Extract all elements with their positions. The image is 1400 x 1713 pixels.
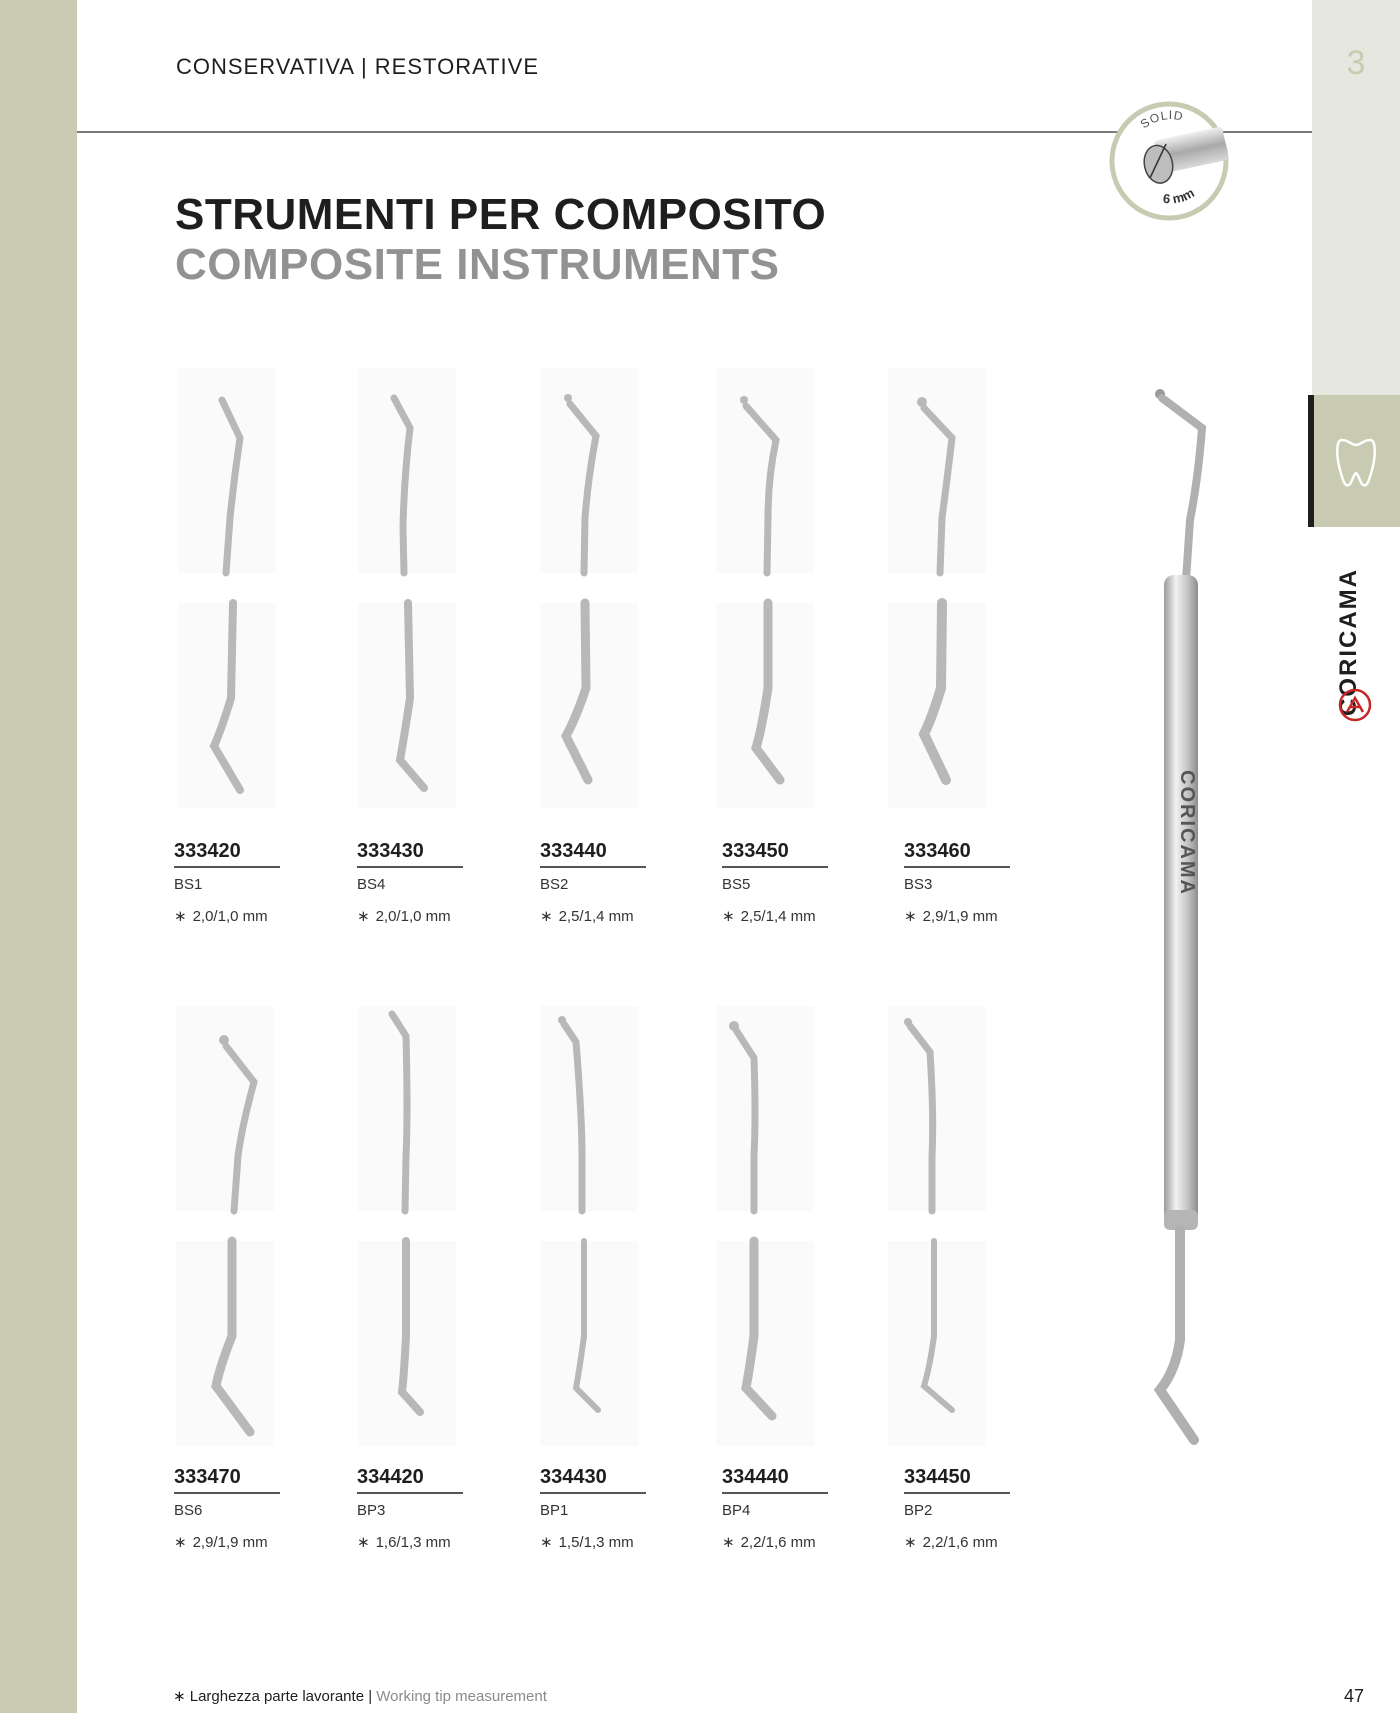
product-334430 bbox=[540, 1466, 680, 1551]
product-334450 bbox=[904, 1466, 1044, 1551]
product-measure bbox=[174, 907, 314, 925]
brand-logo-emblem bbox=[1338, 688, 1372, 722]
product-measure-value: 2,9/1,9 mm bbox=[922, 908, 998, 925]
page-title-english: COMPOSITE INSTRUMENTS bbox=[175, 240, 780, 289]
product-333470 bbox=[174, 1466, 314, 1551]
svg-text:CORICAMA: CORICAMA bbox=[1335, 568, 1362, 716]
badge-top-text: SOLID bbox=[1137, 108, 1185, 132]
product-model: BP2 bbox=[904, 1502, 933, 1519]
product-333420 bbox=[174, 840, 314, 925]
product-model: BP3 bbox=[357, 1502, 386, 1519]
instrument-image-333440 bbox=[540, 368, 650, 808]
product-333430 bbox=[357, 840, 497, 925]
instrument-image-333450 bbox=[716, 368, 826, 808]
product-measure bbox=[174, 1533, 314, 1551]
tooth-icon bbox=[1312, 395, 1400, 527]
measure-symbol: ∗ bbox=[904, 1534, 917, 1551]
product-model: BS5 bbox=[722, 876, 751, 893]
left-color-strip bbox=[0, 0, 77, 1713]
product-measure-value: 2,5/1,4 mm bbox=[558, 908, 634, 925]
measure-symbol: ∗ bbox=[540, 908, 553, 925]
product-model: BS4 bbox=[357, 876, 386, 893]
measure-symbol: ∗ bbox=[174, 908, 187, 925]
footer-symbol: ∗ bbox=[173, 1688, 186, 1705]
product-measure-value: 2,9/1,9 mm bbox=[192, 1534, 268, 1551]
instrument-image-333430 bbox=[358, 368, 468, 808]
instrument-image-333420 bbox=[178, 368, 288, 808]
product-measure-value: 1,5/1,3 mm bbox=[558, 1534, 634, 1551]
product-model: BS6 bbox=[174, 1502, 203, 1519]
product-measure-value: 2,2/1,6 mm bbox=[922, 1534, 998, 1551]
product-model: BP1 bbox=[540, 1502, 569, 1519]
product-model: BS1 bbox=[174, 876, 203, 893]
measure-symbol: ∗ bbox=[904, 908, 917, 925]
product-code: 334450 bbox=[904, 1466, 1010, 1494]
measure-symbol: ∗ bbox=[357, 1534, 370, 1551]
product-code: 333420 bbox=[174, 840, 280, 868]
footer-english: Working tip measurement bbox=[376, 1688, 547, 1705]
instrument-image-333460 bbox=[888, 368, 998, 808]
product-code: 333470 bbox=[174, 1466, 280, 1494]
badge-bottom-text: 6 mm bbox=[1162, 185, 1197, 207]
product-model: BP4 bbox=[722, 1502, 751, 1519]
product-measure-value: 2,2/1,6 mm bbox=[740, 1534, 816, 1551]
product-333450 bbox=[722, 840, 862, 925]
instrument-image-334440 bbox=[716, 1006, 826, 1446]
page-title-italian: STRUMENTI PER COMPOSITO bbox=[175, 190, 827, 239]
product-333460 bbox=[904, 840, 1044, 925]
handle-engraving: CORICAMA bbox=[1176, 770, 1198, 896]
section-label: CONSERVATIVA | RESTORATIVE bbox=[176, 54, 540, 79]
instrument-image-333470 bbox=[176, 1006, 286, 1446]
measure-symbol: ∗ bbox=[540, 1534, 553, 1551]
product-code: 334430 bbox=[540, 1466, 646, 1494]
product-measure bbox=[540, 907, 680, 925]
measure-symbol: ∗ bbox=[722, 908, 735, 925]
instrument-image-334450 bbox=[888, 1006, 998, 1446]
measure-symbol: ∗ bbox=[174, 1534, 187, 1551]
full-instrument-image bbox=[1120, 380, 1240, 1450]
product-code: 334420 bbox=[357, 1466, 463, 1494]
product-measure-value: 2,0/1,0 mm bbox=[375, 908, 451, 925]
product-measure-value: 2,0/1,0 mm bbox=[192, 908, 268, 925]
product-code: 334440 bbox=[722, 1466, 828, 1494]
product-code: 333440 bbox=[540, 840, 646, 868]
product-measure bbox=[540, 1533, 680, 1551]
product-334440 bbox=[722, 1466, 862, 1551]
measure-symbol: ∗ bbox=[722, 1534, 735, 1551]
product-measure bbox=[904, 1533, 1044, 1551]
product-model: BS2 bbox=[540, 876, 569, 893]
product-measure bbox=[357, 1533, 497, 1551]
section-tab-tooth bbox=[1312, 395, 1400, 527]
solid-handle-badge bbox=[1108, 100, 1230, 222]
product-code: 333430 bbox=[357, 840, 463, 868]
section-tab-marker bbox=[1308, 395, 1314, 527]
measure-symbol: ∗ bbox=[357, 908, 370, 925]
footer-note bbox=[173, 1687, 547, 1705]
page-number: 47 bbox=[1344, 1686, 1365, 1706]
product-measure bbox=[357, 907, 497, 925]
product-333440 bbox=[540, 840, 680, 925]
instrument-image-334420 bbox=[358, 1006, 468, 1446]
product-model: BS3 bbox=[904, 876, 933, 893]
chapter-number: 3 bbox=[1346, 44, 1366, 82]
product-measure bbox=[722, 907, 862, 925]
product-measure bbox=[722, 1533, 862, 1551]
product-code: 333450 bbox=[722, 840, 828, 868]
footer-italian: Larghezza parte lavorante | bbox=[189, 1688, 373, 1705]
instrument-image-334430 bbox=[540, 1006, 650, 1446]
product-measure-value: 1,6/1,3 mm bbox=[375, 1534, 451, 1551]
product-334420 bbox=[357, 1466, 497, 1551]
product-measure bbox=[904, 907, 1044, 925]
product-code: 333460 bbox=[904, 840, 1010, 868]
product-measure-value: 2,5/1,4 mm bbox=[740, 908, 816, 925]
